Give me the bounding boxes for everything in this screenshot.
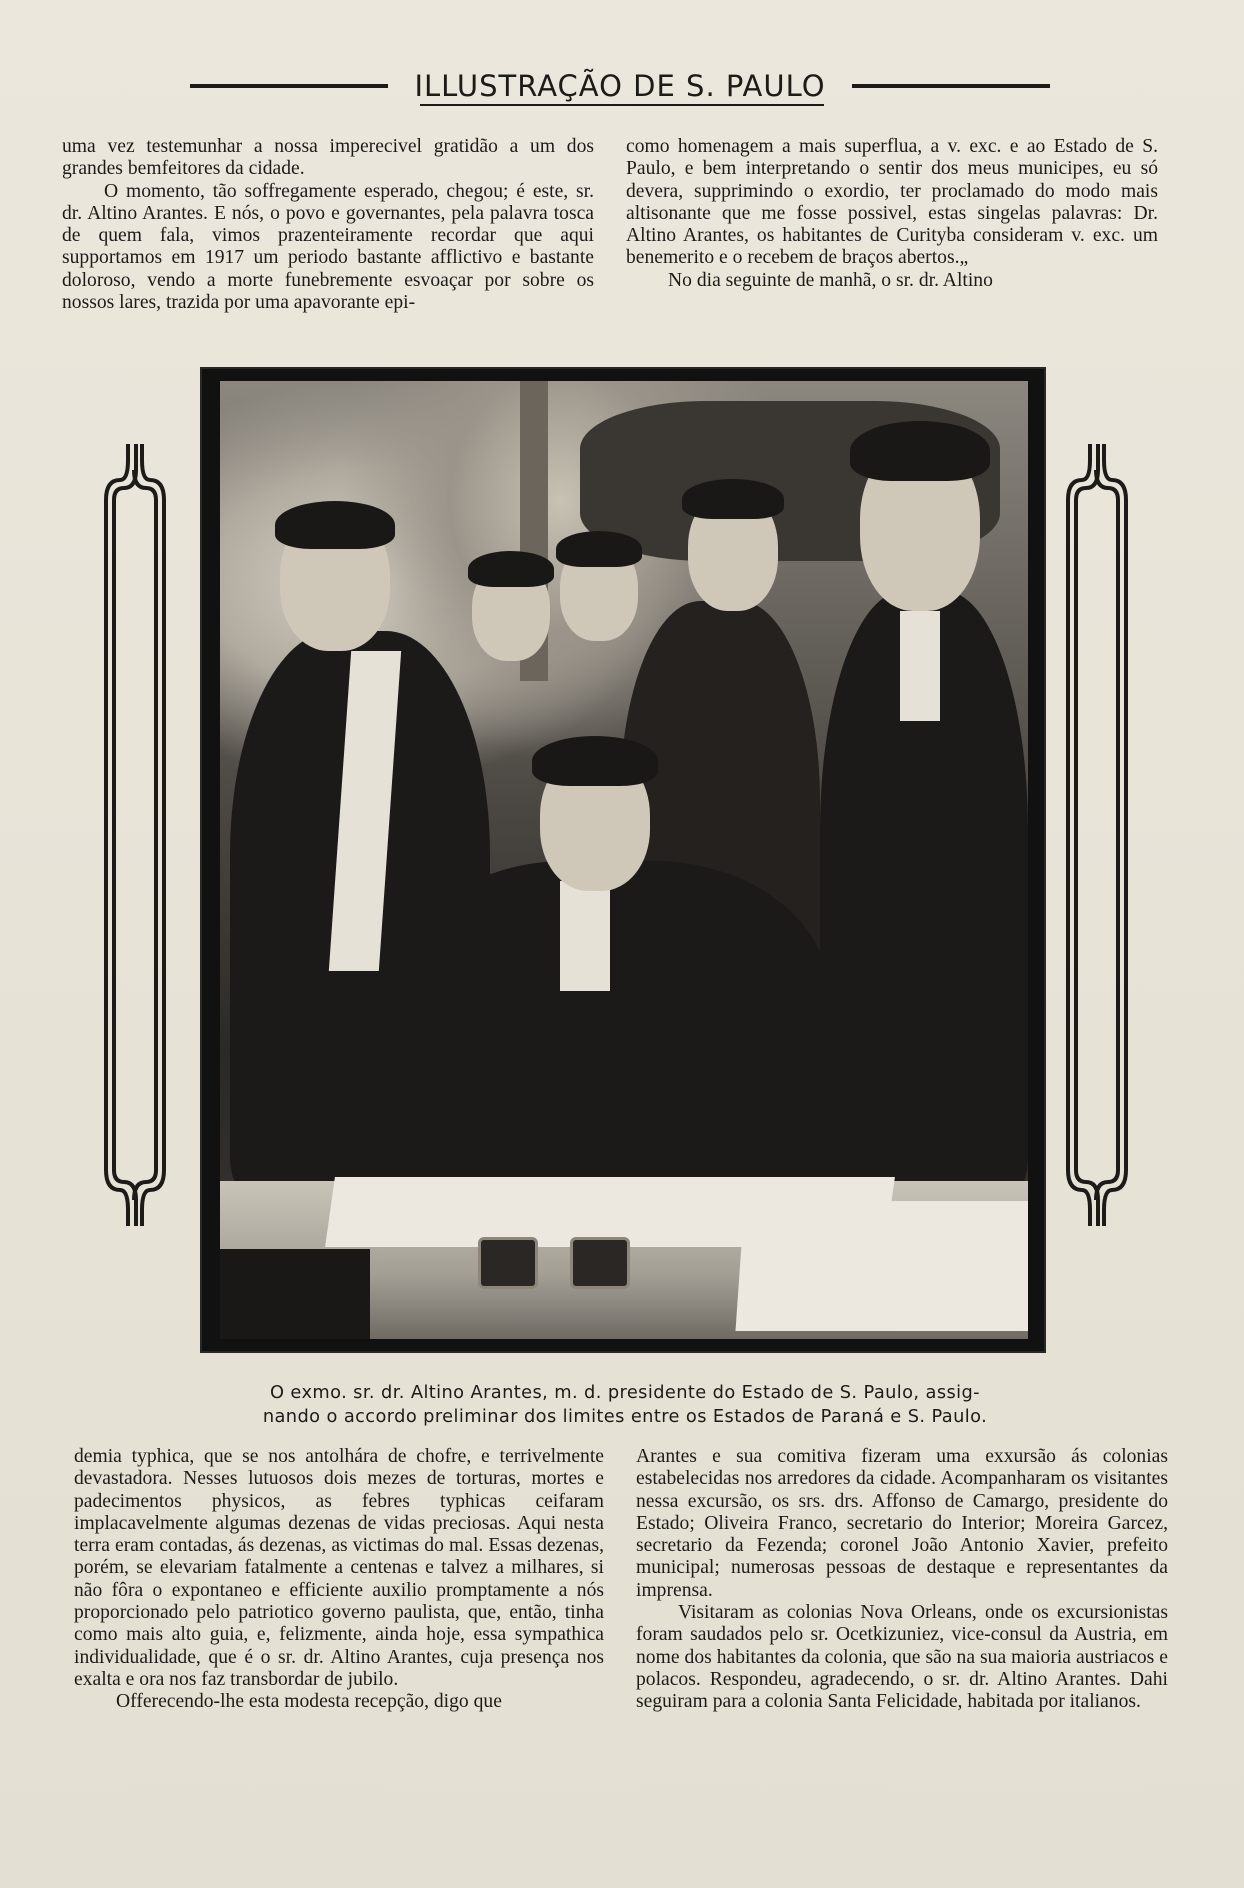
hair (850, 421, 990, 481)
photograph (220, 381, 1028, 1339)
photo-caption (200, 1381, 1050, 1429)
column-bottom-left (74, 1446, 604, 1714)
hair (468, 551, 554, 587)
paragraph: Offerecendo-lhe esta modesta recepção, digo que (116, 1691, 502, 1713)
paragraph: uma vez testemunhar a nossa imperecivel gratidão a um dos grandes bemfeitores da cidade. (62, 136, 594, 180)
inkwell (478, 1237, 538, 1289)
column-top-right (626, 136, 1158, 292)
shirt-front (900, 611, 940, 721)
column-bottom-right (636, 1446, 1168, 1714)
page-title: ILLUSTRAÇÃO DE S. PAULO (414, 69, 826, 103)
document-paper (735, 1201, 1028, 1331)
caption-line: O exmo. sr. dr. Altino Arantes, m. d. presidente do Estado de S. Paulo, assig- (269, 1382, 981, 1403)
masthead (190, 66, 1050, 106)
paragraph: No dia seguinte de manhã, o sr. dr. Altino (668, 269, 993, 291)
hair (275, 501, 395, 549)
paragraph: como homenagem a mais superflua, a v. exc. e ao Estado de S. Paulo, e bem interpretando o sentir dos meus municipes, eu só devera, supprimindo o exordio, ter proclamado do modo mais altisonante que me fosse possivel, estas singelas palavras: Dr. Altino Arantes, os habitantes de Curityba consideram v. exc. um benemerito e o recebem de braços abertos.„ (626, 136, 1158, 269)
hair (682, 479, 784, 519)
person-seated (390, 861, 830, 1201)
desk-shadow (220, 1249, 370, 1339)
paragraph: Arantes e sua comitiva fizeram uma exxursão ás colonias estabelecidas nos arredores da cidade. Acompanharam os visitantes nessa excursão, os srs. drs. Affonso de Camargo, presidente do Estado; Oliveira Franco, secretario do Interior; Moreira Garcez, secretario da Fezenda; coronel João Antonio Xavier, prefeito municipal; numerosas pessoas de destaque e representantes da imprensa. (636, 1446, 1168, 1601)
left-ornament-icon (100, 440, 170, 1230)
masthead-left-rule (190, 84, 388, 88)
hair (532, 736, 658, 786)
paragraph: demia typhica, que se nos antolhára de chofre, e terrivelmente devastadora. Nesses lutuosos dois mezes de torturas, mortes e padecimentos physicos, as febres typhicas ceifaram implacavelmente algumas dezenas de vidas preciosas. Aqui nesta terra eram contadas, ás dezenas, as victimas do mal. Essas dezenas, porém, se elevariam fatalmente a centenas e talvez a milhares, si não fôra o expontaneo e efficiente auxilio promptamente a nós proporcionado pelo patriotico governo paulista, que, então, tinha como mais alto guia, e, felizmente, ainda hoje, essa sympathica individualidade, que é o sr. dr. Altino Arantes, cuja presença nos exalta e ora nos faz transbordar de jubilo. (74, 1446, 604, 1690)
inkwell (570, 1237, 630, 1289)
column-top-left (62, 136, 594, 314)
shirt-front (560, 881, 610, 991)
hair (556, 531, 642, 567)
right-ornament-icon (1062, 440, 1132, 1230)
title-underline (420, 104, 824, 106)
photograph-frame (202, 369, 1044, 1351)
paragraph: O momento, tão soffregamente esperado, chegou; é este, sr. dr. Altino Arantes. E nós, o povo e governantes, pela palavra tosca de quem fala, vimos prazenteiramente recordar que aqui supportamos em 1917 um periodo bastante afflictivo e bastante doloroso, vendo a morte funebremente esvoaçar por sobre os nossos lares, trazida por uma apavorante epi- (62, 180, 594, 314)
caption-line: nando o accordo preliminar dos limites entre os Estados de Paraná e S. Paulo. (262, 1406, 988, 1427)
paragraph: Visitaram as colonias Nova Orleans, onde os excursionistas foram saudados pelo sr. Ocetkizuniez, vice-consul da Austria, em nome dos habitantes da colonia, que são na sua maioria austriacos e polacos. Respondeu, agradecendo, o sr. dr. Altino Arantes. Dahi seguiram para a colonia Santa Felicidade, habitada por italianos. (636, 1602, 1168, 1713)
masthead-right-rule (852, 84, 1050, 88)
